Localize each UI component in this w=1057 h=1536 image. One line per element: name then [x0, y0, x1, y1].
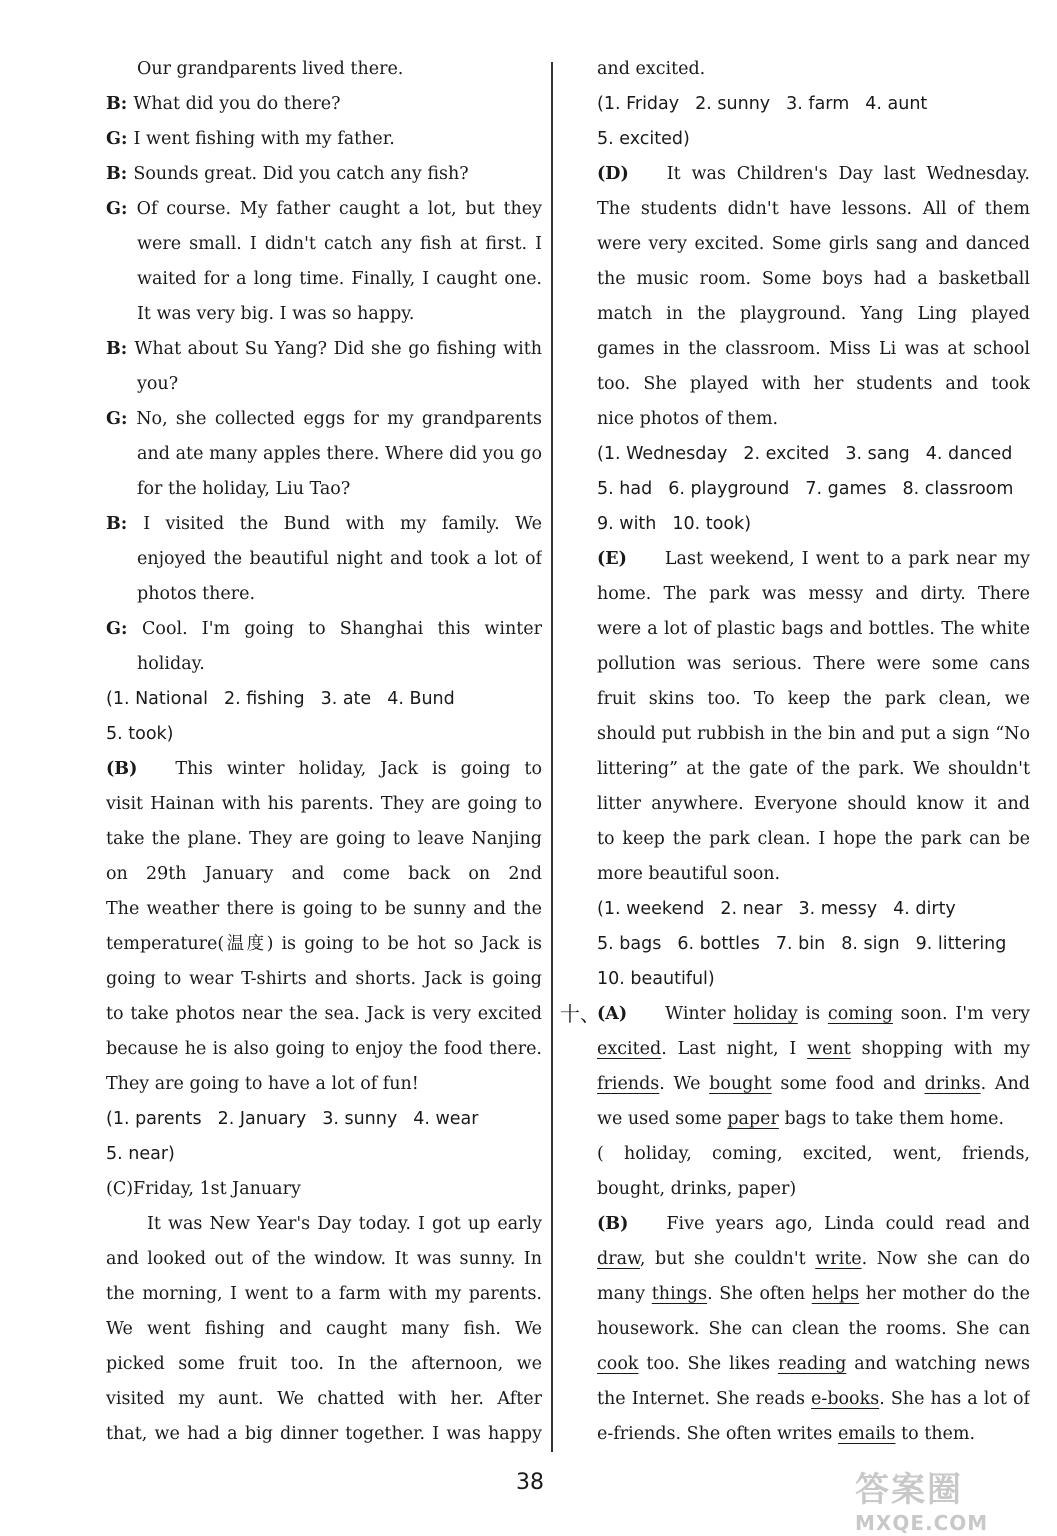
text-segment: enjoyed the beautiful night and took a lot of	[137, 549, 542, 569]
answer-blank: write	[815, 1249, 862, 1269]
text-line	[106, 1382, 542, 1417]
text-segment: her mother do the	[859, 1284, 1030, 1304]
text-line	[597, 682, 1030, 717]
section-label: (A)	[597, 1004, 628, 1024]
text-line	[597, 577, 1030, 612]
right-column	[560, 52, 1030, 1452]
section-label: (E)	[597, 549, 627, 569]
text-line	[597, 192, 1030, 227]
answer-item: 9. with	[597, 514, 657, 534]
answer-key-line	[106, 682, 542, 717]
text-line	[106, 822, 542, 857]
text-line	[106, 437, 542, 472]
text-segment: home. The park was messy and dirty. There	[597, 584, 1030, 604]
answer-item: 6. bottles	[677, 934, 760, 954]
text-segment: littering” at the gate of the park. We shouldn't	[597, 759, 1030, 779]
answer-blank: things	[651, 1284, 708, 1304]
text-line	[597, 1137, 1030, 1172]
answer-item: 5. took)	[106, 724, 174, 744]
answer-key-line	[597, 892, 1030, 927]
answer-blank: draw	[597, 1249, 640, 1269]
text-line	[106, 997, 542, 1032]
text-segment: . Last night, I	[661, 1039, 808, 1059]
text-segment: nice photos of them.	[597, 409, 779, 429]
text-line	[106, 1067, 542, 1102]
text-line	[106, 1207, 542, 1242]
text-segment: visited my aunt. We chatted with her. After	[106, 1389, 542, 1409]
text-line	[106, 1277, 542, 1312]
answer-key-line	[106, 717, 542, 752]
text-segment: Of course. My father caught a lot, but they	[136, 199, 542, 219]
text-segment: This winter holiday, Jack is going to	[175, 759, 542, 779]
text-line	[106, 157, 542, 192]
text-segment: No, she collected eggs for my grandparents	[136, 409, 542, 429]
answer-key-line	[597, 472, 1030, 507]
answer-item: 5. bags	[597, 934, 662, 954]
text-line	[106, 507, 542, 542]
answer-blank: cook	[597, 1354, 639, 1374]
text-segment: were a lot of plastic bags and bottles. The white	[597, 619, 1030, 639]
text-line	[106, 577, 542, 612]
text-line	[597, 1277, 1030, 1312]
text-line	[597, 297, 1030, 332]
text-segment: going to wear T-shirts and shorts. Jack is going	[106, 969, 542, 989]
text-segment: you?	[137, 374, 179, 394]
answer-item: 4. Bund	[387, 689, 455, 709]
text-line	[106, 1242, 542, 1277]
answer-item: 2. fishing	[224, 689, 305, 709]
answer-item: (1. National	[106, 689, 209, 709]
answer-item: 7. games	[805, 479, 887, 499]
watermark-text: 答案圈	[855, 1470, 963, 1510]
text-line	[106, 752, 542, 787]
text-line	[106, 647, 542, 682]
text-line	[597, 1172, 1030, 1207]
speaker-label: B:	[106, 164, 134, 184]
answer-item: 9. littering	[915, 934, 1007, 954]
text-line	[106, 962, 542, 997]
text-segment: visit Hainan with his parents. They are going to	[106, 794, 542, 814]
text-line	[597, 52, 1030, 87]
text-line	[106, 297, 542, 332]
text-line	[597, 647, 1030, 682]
answer-item: 4. danced	[925, 444, 1013, 464]
speaker-label: B:	[106, 514, 144, 534]
text-segment: more beautiful soon.	[597, 864, 781, 884]
text-line	[597, 1242, 1030, 1277]
text-line	[597, 612, 1030, 647]
text-segment: e-friends. She often writes	[597, 1424, 838, 1444]
text-segment: Our grandparents lived there.	[137, 59, 404, 79]
text-segment: the Internet. She reads	[597, 1389, 812, 1409]
text-segment: It was New Year's Day today. I got up early	[147, 1214, 542, 1234]
answer-item: 10. took)	[672, 514, 752, 534]
answer-blank: emails	[837, 1424, 896, 1444]
text-segment: too. She likes	[638, 1354, 778, 1374]
text-segment: bags to take them home.	[778, 1109, 1005, 1129]
text-line	[597, 822, 1030, 857]
answer-blank: reading	[777, 1354, 847, 1374]
answer-blank: paper	[727, 1109, 779, 1129]
text-line	[106, 332, 542, 367]
text-segment: litter anywhere. Everyone should know it and	[597, 794, 1030, 814]
text-segment: housework. She can clean the rooms. She can	[597, 1319, 1030, 1339]
text-segment: Last weekend, I went to a park near my	[664, 549, 1030, 569]
text-segment: . We	[659, 1074, 710, 1094]
text-segment: I went fishing with my father.	[133, 129, 395, 149]
text-segment: because he is also going to enjoy the food there.	[106, 1039, 542, 1059]
text-line	[597, 1032, 1030, 1067]
answer-item: 2. excited	[743, 444, 830, 464]
answer-item: 10. beautiful)	[597, 969, 715, 989]
text-line	[560, 997, 1030, 1032]
answer-key-line	[597, 927, 1030, 962]
text-line	[597, 227, 1030, 262]
answer-blank: holiday	[733, 1004, 798, 1024]
text-line	[597, 787, 1030, 822]
text-segment: photos there.	[137, 584, 256, 604]
text-line	[597, 1417, 1030, 1452]
text-segment: some food and	[771, 1074, 925, 1094]
text-line	[106, 542, 542, 577]
text-segment: bought, drinks, paper)	[597, 1179, 797, 1199]
answer-blank: excited	[597, 1039, 662, 1059]
answer-blank: went	[807, 1039, 851, 1059]
text-line	[597, 1207, 1030, 1242]
text-segment: take the plane. They are going to leave Nanjing	[106, 829, 542, 849]
text-segment: . Now she can do	[861, 1249, 1030, 1269]
answer-item: (1. Wednesday	[597, 444, 728, 464]
text-segment: The students didn't have lessons. All of them	[597, 199, 1030, 219]
speaker-label: G:	[106, 409, 137, 429]
answer-item: 2. sunny	[695, 94, 771, 114]
answer-blank: e-books	[811, 1389, 880, 1409]
watermark-url: MXQE.COM	[855, 1511, 989, 1535]
text-segment: , but she couldn't	[639, 1249, 816, 1269]
text-segment: were very excited. Some girls sang and danced	[597, 234, 1030, 254]
text-line	[106, 122, 542, 157]
text-line	[597, 1347, 1030, 1382]
text-segment: They are going to have a lot of fun!	[106, 1074, 419, 1094]
answer-blank: coming	[827, 1004, 893, 1024]
text-segment: and ate many apples there. Where did you go	[137, 444, 542, 464]
text-segment: What did you do there?	[133, 94, 341, 114]
text-segment: shopping with my	[850, 1039, 1030, 1059]
text-line	[597, 332, 1030, 367]
text-line	[106, 367, 542, 402]
text-segment: to them.	[895, 1424, 976, 1444]
answer-blank: drinks	[924, 1074, 981, 1094]
answer-item: 3. sunny	[322, 1109, 398, 1129]
text-line	[106, 52, 542, 87]
answer-item: 4. wear	[413, 1109, 479, 1129]
text-segment: to keep the park clean. I hope the park can be	[597, 829, 1030, 849]
text-segment: Sounds great. Did you catch any fish?	[133, 164, 469, 184]
answer-item: 3. sang	[845, 444, 910, 464]
text-segment: Cool. I'm going to Shanghai this winter	[142, 619, 542, 639]
text-segment: the music room. Some boys had a basketball	[597, 269, 1030, 289]
section-number: 十、	[560, 1002, 600, 1026]
watermark-logo	[855, 1462, 1045, 1535]
text-segment: too. She played with her students and took	[597, 374, 1030, 394]
text-segment: many	[597, 1284, 652, 1304]
text-segment: . She has a lot of	[879, 1389, 1030, 1409]
text-line	[106, 927, 542, 962]
text-segment: It was Children's Day last Wednesday.	[666, 164, 1030, 184]
answer-item: 6. playground	[668, 479, 790, 499]
speaker-label: B:	[106, 339, 135, 359]
text-line	[106, 612, 542, 647]
text-line	[106, 227, 542, 262]
speaker-label: G:	[106, 199, 137, 219]
text-line	[597, 717, 1030, 752]
text-segment: and looked out of the window. It was sunny. In	[106, 1249, 542, 1269]
answer-item: (1. Friday	[597, 94, 680, 114]
text-segment: to take photos near the sea. Jack is very excited	[106, 1004, 542, 1024]
answer-item: 4. dirty	[893, 899, 956, 919]
speaker-label: G:	[106, 619, 143, 639]
answer-item: 2. January	[217, 1109, 307, 1129]
text-segment: What about Su Yang? Did she go fishing with	[134, 339, 542, 359]
text-line	[106, 1032, 542, 1067]
speaker-label: B:	[106, 94, 134, 114]
text-segment: It was very big. I was so happy.	[137, 304, 415, 324]
answer-item: 3. farm	[786, 94, 850, 114]
text-line	[106, 472, 542, 507]
section-label: (B)	[597, 1214, 629, 1234]
column-divider	[551, 62, 553, 1452]
text-segment: The weather there is going to be sunny and the	[106, 899, 542, 919]
text-line	[597, 367, 1030, 402]
text-line	[106, 87, 542, 122]
text-segment: fruit skins too. To keep the park clean, we	[597, 689, 1030, 709]
text-segment: . And	[980, 1074, 1030, 1094]
text-segment: and watching news	[854, 1354, 1030, 1374]
text-line	[597, 1382, 1030, 1417]
text-segment: games in the classroom. Miss Li was at school	[597, 339, 1030, 359]
text-line	[106, 1347, 542, 1382]
text-line	[106, 262, 542, 297]
text-segment: ( holiday, coming, excited, went, friends,	[597, 1144, 1030, 1164]
text-line	[597, 157, 1030, 192]
answer-item: 3. ate	[320, 689, 372, 709]
text-line	[106, 857, 542, 892]
text-segment: the morning, I went to a farm with my parents.	[106, 1284, 542, 1304]
section-label: (D)	[597, 164, 629, 184]
text-line	[597, 402, 1030, 437]
answer-item: (1. weekend	[597, 899, 705, 919]
text-segment: waited for a long time. Finally, I caught one.	[137, 269, 542, 289]
text-segment: Winter	[665, 1004, 734, 1024]
answer-key-line	[597, 962, 1030, 997]
text-segment: soon. I'm very	[892, 1004, 1030, 1024]
text-line	[106, 1312, 542, 1347]
left-column	[106, 52, 542, 1452]
text-segment: temperature(温度) is going to be hot so Jack is	[106, 934, 542, 954]
text-segment: (C)Friday, 1st January	[106, 1179, 301, 1199]
answer-item: 8. classroom	[902, 479, 1014, 499]
text-segment: match in the playground. Yang Ling played	[597, 304, 1030, 324]
text-line	[106, 892, 542, 927]
text-line	[597, 1312, 1030, 1347]
text-segment: for the holiday, Liu Tao?	[137, 479, 351, 499]
text-line	[106, 192, 542, 227]
text-segment: should put rubbish in the bin and put a sign “No	[597, 724, 1030, 744]
speaker-label: G:	[106, 129, 134, 149]
text-segment: that, we had a big dinner together. I was happy	[106, 1424, 542, 1444]
answer-item: 5. excited)	[597, 129, 690, 149]
answer-key-line	[597, 122, 1030, 157]
answer-blank: bought	[709, 1074, 772, 1094]
answer-item: 7. bin	[775, 934, 826, 954]
text-line	[597, 752, 1030, 787]
text-segment: I visited the Bund with my family. We	[143, 514, 542, 534]
text-segment: holiday.	[137, 654, 205, 674]
text-line	[597, 857, 1030, 892]
text-segment: Five years ago, Linda could read and	[666, 1214, 1030, 1234]
text-segment: . She often	[707, 1284, 812, 1304]
text-line	[597, 1102, 1030, 1137]
text-segment: on 29th January and come back on 2nd	[106, 864, 542, 884]
text-line	[106, 402, 542, 437]
answer-blank: helps	[811, 1284, 860, 1304]
answer-item: 3. messy	[798, 899, 878, 919]
answer-blank: friends	[597, 1074, 660, 1094]
answer-key-line	[597, 437, 1030, 472]
answer-key-line	[597, 87, 1030, 122]
answer-key-line	[597, 507, 1030, 542]
answer-item: 5. had	[597, 479, 653, 499]
text-line	[597, 262, 1030, 297]
text-segment: is	[797, 1004, 828, 1024]
answer-item: (1. parents	[106, 1109, 202, 1129]
text-segment: and excited.	[597, 59, 706, 79]
answer-item: 2. near	[720, 899, 783, 919]
text-segment: pollution was serious. There were some cans	[597, 654, 1030, 674]
section-label: (B)	[106, 759, 138, 779]
text-line	[106, 1172, 542, 1207]
answer-item: 4. aunt	[865, 94, 928, 114]
text-line	[106, 1417, 542, 1452]
text-line	[106, 787, 542, 822]
answer-key-line	[106, 1102, 542, 1137]
answer-item: 8. sign	[841, 934, 900, 954]
text-line	[597, 1067, 1030, 1102]
page-number: 38	[516, 1470, 544, 1495]
text-segment: picked some fruit too. In the afternoon, we	[106, 1354, 542, 1374]
answer-item: 5. near)	[106, 1144, 175, 1164]
text-segment: we used some	[597, 1109, 728, 1129]
text-segment: We went fishing and caught many fish. We	[106, 1319, 542, 1339]
answer-key-line	[106, 1137, 542, 1172]
text-segment: were small. I didn't catch any fish at first. I	[137, 234, 542, 254]
text-line	[597, 542, 1030, 577]
